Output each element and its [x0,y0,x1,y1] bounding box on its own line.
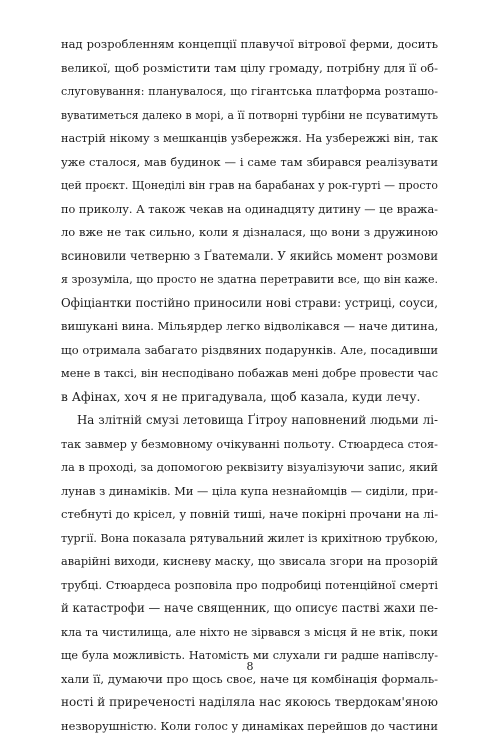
text-line: так завмер у безмовному очікуванні польоту. Стюардеса стоя- [61,433,438,457]
text-line: великої, щоб розмістити там цілу громаду, потрібну для її об- [61,57,438,81]
paragraph-1 [61,33,438,409]
page-number: 8 [0,660,500,673]
text-line: вуватиметься далеко в морі, а її потворні турбіни не псуватимуть [61,104,438,128]
text-line: вишукані вина. Мільярдер легко відволікався — наче дитина, [61,315,438,339]
text-line: в Афінах, хоч я не пригадувала, щоб казала, куди лечу. [61,386,438,410]
text-line: ще була можливість. Натомість ми слухали ги радше напівслу- [61,644,438,668]
text-line: уже сталося, мав будинок — і саме там збирався реалізувати [61,151,438,175]
text-line: кла та чистилища, але ніхто не зірвався з місця й не втік, поки [61,621,438,645]
text-line: слуговування: планувалося, що гігантська платформа розташо- [61,80,438,104]
text-line: лунав з динаміків. Ми — ціла купа незнайомців — сиділи, при- [61,480,438,504]
text-line: по приколу. А також чекав на одинадцяту дитину — це вража- [61,198,438,222]
text-line: ла в проході, за допомогою реквізиту візуалізуючи запис, який [61,456,438,480]
text-line: На злітній смузі летовища Ґітроу наповнений людьми лі- [61,409,438,433]
text-line: аварійні виходи, кисневу маску, що звисала згори на прозорій [61,550,438,574]
text-line: тургії. Вона показала рятувальний жилет із крихітною трубкою, [61,527,438,551]
text-line: й катастрофи — наче священник, що описує пастві жахи пе- [61,597,438,621]
text-line: хали її, думаючи про щось своє, наче ця комбінація формаль- [61,668,438,692]
text-line: трубці. Стюардеса розповіла про подробиці потенційної смерті [61,574,438,598]
text-line: Офіціантки постійно приносили нові страви: устриці, соуси, [61,292,438,316]
text-line: стебнуті до крісел, у повній тиші, наче покірні прочани на лі- [61,503,438,527]
text-line: всиновили четверню з Ґватемали. У якийсь момент розмови [61,245,438,269]
text-line: ло вже не так сильно, коли я дізналася, що вони з дружиною [61,221,438,245]
page-text [61,33,438,738]
text-line: цей проєкт. Щонеділі він грав на барабанах у рок-гурті — просто [61,174,438,198]
text-line: ності й приреченості наділяла нас якоюсь твердокам'яною [61,691,438,715]
text-line: я зрозуміла, що просто не здатна перетравити все, що він каже. [61,268,438,292]
text-line: над розробленням концепції плавучої вітрової ферми, досить [61,33,438,57]
text-line: незворушністю. Коли голос у динаміках перейшов до частини [61,715,438,738]
text-line: що отримала забагато різдвяних подарунків. Але, посадивши [61,339,438,363]
text-line: настрій нікому з мешканців узбережжя. На узбережжі він, так [61,127,438,151]
paragraph-2 [61,409,438,738]
text-line: мене в таксі, він несподівано побажав мені добре провести час [61,362,438,386]
